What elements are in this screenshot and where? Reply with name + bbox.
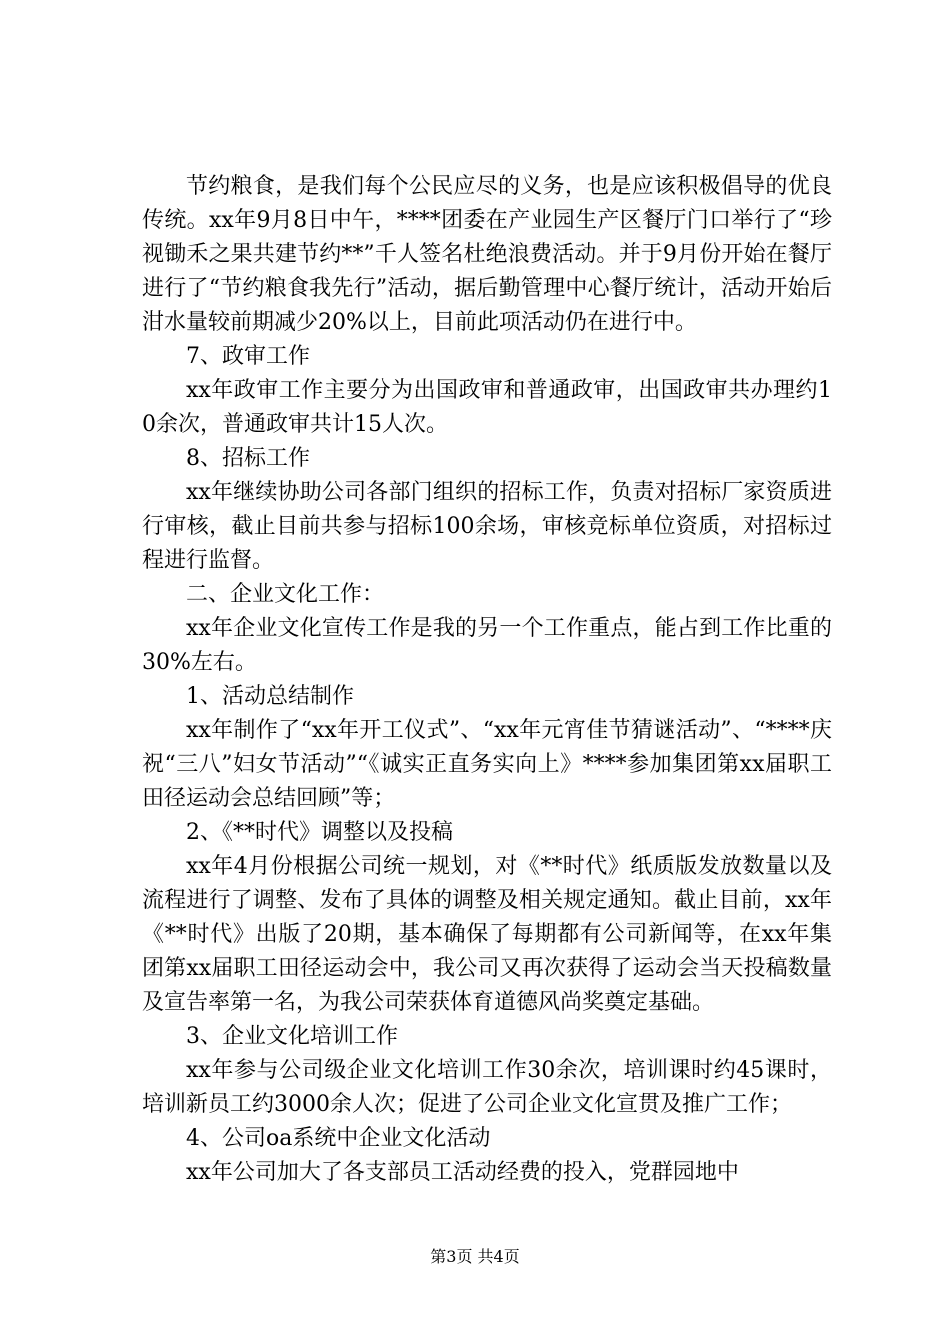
section-heading: 2、《**时代》调整以及投稿 — [186, 820, 453, 845]
paragraph: xx年公司加大了各支部员工活动经费的投入，党群园地中 — [186, 1160, 739, 1185]
paragraph: xx年制作了“xx年开工仪式”、“xx年元宵佳节猜谜活动”、“****庆祝“三八”妇女节活动”“《诚实正直务实向上》****参加集团第xx届职工田径运动会总结回顾”等； — [142, 718, 832, 811]
paragraph: xx年4月份根据公司统一规划，对《**时代》纸质版发放数量以及流程进行了调整、发布了具体的调整及相关规定通知。截止目前，xx年《**时代》出版了20期，基本确保了每期都有公司新闻等，在xx年集团第xx届职工田径运动会中，我公司又再次获得了运动会当天投稿数量及宣告率第一名，为我公司荣获体育道德风尚奖奠定基础。 — [142, 854, 832, 1015]
paragraph: 节约粮食，是我们每个公民应尽的义务，也是应该积极倡导的优良传统。xx年9月8日中午，****团委在产业园生产区餐厅门口举行了“珍视锄禾之果共建节约**”千人签名杜绝浪费活动。并于9月份开始在餐厅进行了“节约粮食我先行”活动，据后勤管理中心餐厅统计，活动开始后泔水量较前期减少20%以上，目前此项活动仍在进行中。 — [142, 174, 832, 335]
section-heading: 8、招标工作 — [186, 446, 310, 471]
section-heading: 7、政审工作 — [186, 344, 310, 369]
paragraph: xx年继续协助公司各部门组织的招标工作，负责对招标厂家资质进行审核，截止目前共参与招标100余场，审核竞标单位资质，对招标过程进行监督。 — [142, 480, 832, 573]
section-heading: 4、公司oa系统中企业文化活动 — [186, 1126, 491, 1151]
section-heading: 1、活动总结制作 — [186, 684, 354, 709]
page-footer: 第3页 共4页 — [430, 1247, 520, 1266]
paragraph: xx年企业文化宣传工作是我的另一个工作重点，能占到工作比重的30%左右。 — [142, 616, 832, 675]
section-heading: 3、企业文化培训工作 — [186, 1024, 398, 1049]
document-body — [142, 170, 832, 1190]
paragraph: xx年政审工作主要分为出国政审和普通政审，出国政审共办理约10余次，普通政审共计15人次。 — [142, 378, 832, 437]
paragraph: xx年参与公司级企业文化培训工作30余次，培训课时约45课时，培训新员工约3000余人次；促进了公司企业文化宣贯及推广工作； — [142, 1058, 832, 1117]
section-heading: 二、企业文化工作： — [186, 582, 385, 607]
